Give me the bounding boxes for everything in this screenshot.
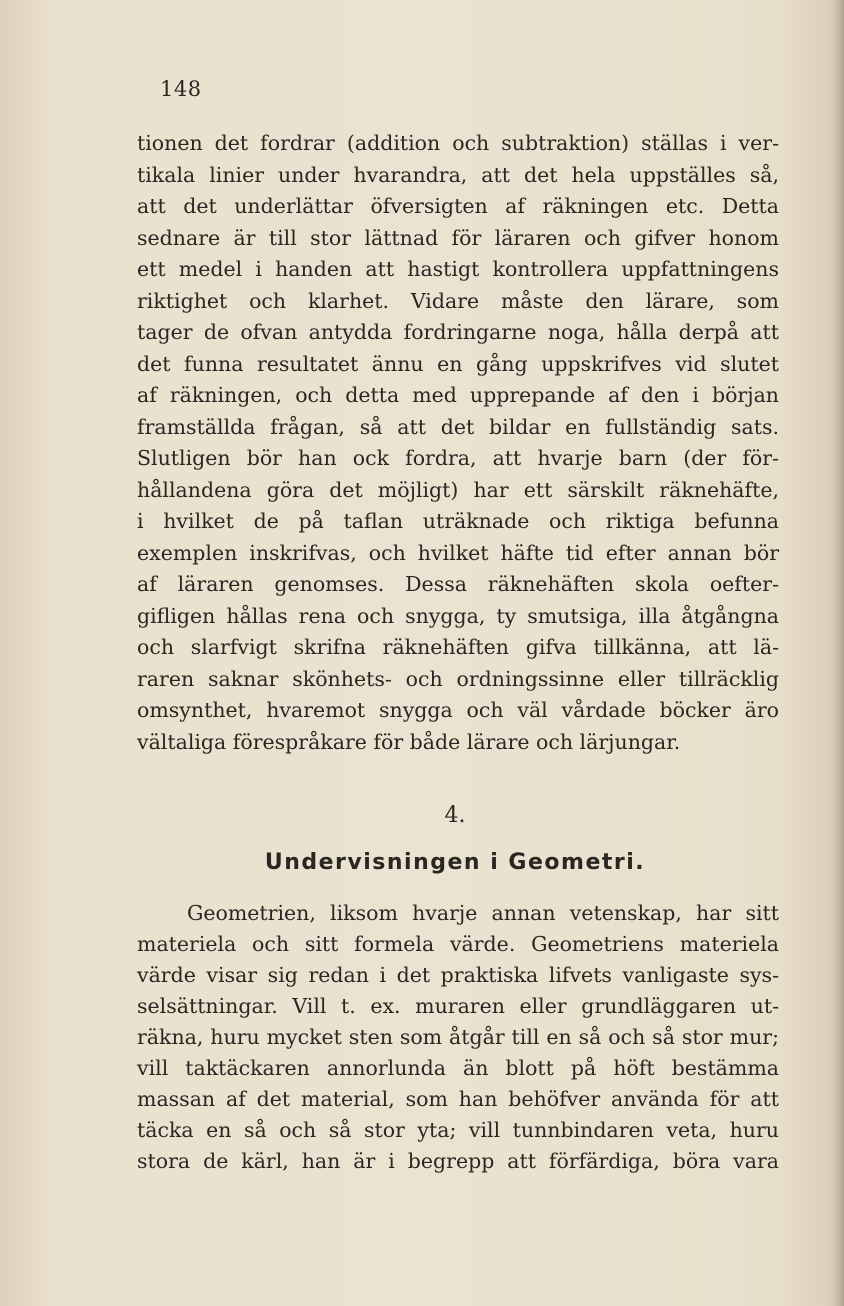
text-line: af räkningen, och detta med upprepande af den i början <box>137 383 779 407</box>
text-line: gifligen hållas rena och snygga, ty smutsiga, illa åtgångna <box>137 603 779 628</box>
page-edge-shadow <box>830 0 844 1306</box>
text-line: och slarfvigt skrifna räknehäften gifva tillkänna, att lä- <box>137 635 779 659</box>
text-line: räkna, huru mycket sten som åtgår till en så och så stor mur; <box>137 1025 779 1049</box>
text-line: raren saknar skönhets- och ordningssinne eller tillräcklig <box>137 666 779 691</box>
text-line: Geometrien, liksom hvarje annan vetenskap, har sitt <box>187 901 779 925</box>
text-line: hållandena göra det möjligt) har ett särskilt räknehäfte, <box>137 477 779 502</box>
text-line: riktighet och klarhet. Vidare måste den lärare, som <box>137 288 779 313</box>
page-number: 148 <box>160 77 202 101</box>
text-line: i hvilket de på taflan uträknade och riktiga befunna <box>137 509 779 533</box>
text-line: att det underlättar öfversigten af räkningen etc. Detta <box>137 194 779 218</box>
text-line: framställda frågan, så att det bildar en fullständig sats. <box>137 414 779 439</box>
text-line: vill taktäckaren annorlunda än blott på höft bestämma <box>137 1056 779 1080</box>
text-line: sednare är till stor lättnad för läraren och gifver honom <box>137 225 779 250</box>
text-line: omsynthet, hvaremot snygga och väl vårdade böcker äro <box>137 698 779 722</box>
text-line: stora de kärl, han är i begrepp att förfärdiga, böra vara <box>137 1149 779 1173</box>
section-number: 4. <box>444 803 466 828</box>
text-line: tikala linier under hvarandra, att det hela uppställes så, <box>137 162 779 187</box>
section-heading: Undervisningen i Geometri. <box>264 850 646 875</box>
text-line: exemplen inskrifvas, och hvilket häfte tid efter annan bör <box>137 540 779 565</box>
text-line: det funna resultatet ännu en gång uppskrifves vid slutet <box>137 351 779 376</box>
paragraph-geometry <box>137 898 779 1177</box>
text-line: materiela och sitt formela värde. Geometriens materiela <box>137 932 779 956</box>
text-line: vältaliga förespråkare för både lärare och lärjungar. <box>137 729 681 754</box>
text-line: värde visar sig redan i det praktiska lifvets vanligaste sys- <box>137 963 779 987</box>
text-line: tionen det fordrar (addition och subtraktion) ställas i ver- <box>137 131 779 155</box>
text-line: af läraren genomses. Dessa räknehäften skola oefter- <box>137 572 779 596</box>
text-line: ett medel i handen att hastigt kontrollera uppfattningens <box>137 257 779 281</box>
text-line: tager de ofvan antydda fordringarne noga, hålla derpå att <box>137 320 779 344</box>
text-line: täcka en så och så stor yta; vill tunnbindaren veta, huru <box>137 1118 779 1142</box>
text-line: massan af det material, som han behöfver använda för att <box>137 1087 779 1111</box>
text-line: selsättningar. Vill t. ex. muraren eller grundläggaren ut- <box>137 994 779 1018</box>
text-line: Slutligen bör han ock fordra, att hvarje barn (der för- <box>137 446 779 470</box>
paragraph-continued <box>137 128 779 758</box>
